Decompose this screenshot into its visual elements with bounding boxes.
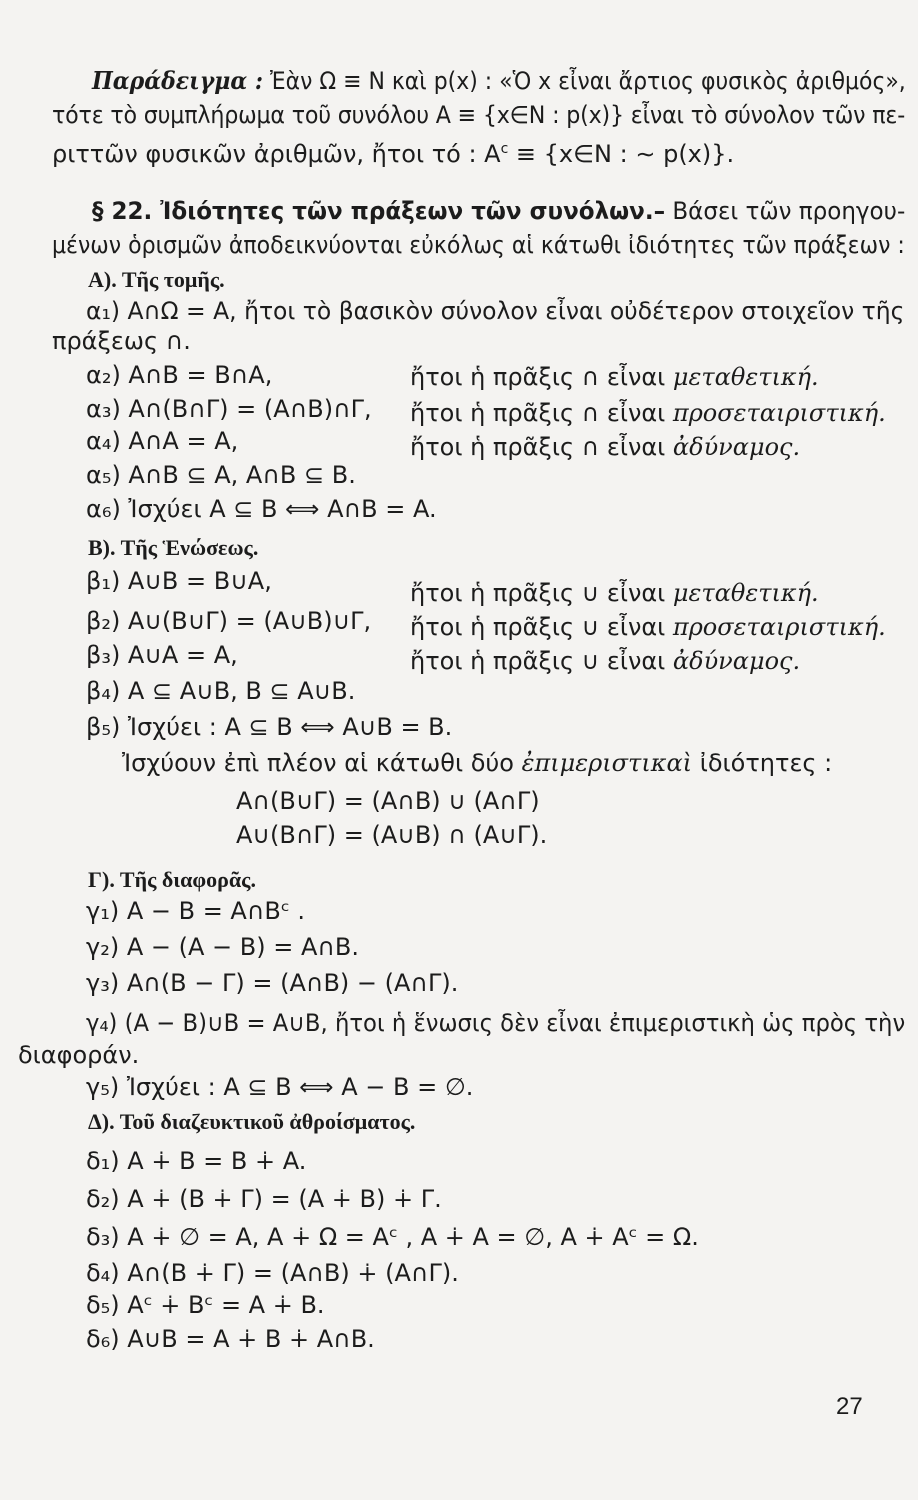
b2-term: προσεταιριστική. [672, 613, 886, 641]
property-b1-note [410, 578, 819, 608]
a2-term: μεταθετική. [672, 363, 819, 391]
distributive-intro-text: Ἰσχύουν ἐπὶ πλέον αἱ κάτωθι δύο [122, 749, 522, 777]
property-c2: γ₂) A − (A − B) = A∩B. [86, 933, 360, 961]
section-number: § 22. [92, 197, 153, 225]
property-b2: β₂) A∪(B∪Γ) = (A∪B)∪Γ, [86, 607, 372, 635]
section-title: Ἰδιότητες τῶν πράξεων τῶν συνόλων.– [152, 197, 666, 225]
property-d2: δ₂) A ∔ (B ∔ Γ) = (A ∔ B) ∔ Γ. [86, 1185, 442, 1213]
property-a2-note [410, 362, 819, 392]
b2-note-text: ἤτοι ἡ πρᾶξις ∪ εἶναι [410, 613, 673, 641]
property-a6: α₆) Ἰσχύει A ⊆ B ⟺ A∩B = A. [86, 495, 437, 523]
b3-term: ἀδύναμος. [672, 647, 801, 675]
example-text: Ἐὰν Ω ≡ N καὶ p(x) : «Ὁ x εἶναι ἄρτιος φυσικὸς ἀριθμός», [263, 67, 906, 95]
distributive-intro-end: ἰδιότητες : [692, 749, 833, 777]
b1-term: μεταθετική. [672, 579, 819, 607]
property-b3-note [410, 646, 800, 676]
heading-intersection: Α). Τῆς τομῆς. [88, 267, 225, 292]
a4-term: ἀδύναμος. [672, 433, 801, 461]
property-d1: δ₁) A ∔ B = B ∔ A. [86, 1147, 307, 1175]
property-b3: β₃) A∪A = A, [86, 641, 238, 669]
property-c1: γ₁) A − B = A∩Bᶜ . [86, 897, 306, 925]
a3-note-text: ἤτοι ἡ πρᾶξις ∩ εἶναι [410, 399, 673, 427]
distributive-intro [122, 748, 832, 778]
property-d3: δ₃) A ∔ ∅ = A, A ∔ Ω = Aᶜ , A ∔ A = ∅, A ∔ Aᶜ = Ω. [86, 1223, 699, 1251]
property-a3-note [410, 398, 886, 428]
example-line-3-text: ριττῶν φυσικῶν ἀριθμῶν, ἤτοι τό : A [52, 140, 501, 168]
heading-difference: Γ). Τῆς διαφορᾶς. [88, 867, 256, 892]
property-a1: α₁) A∩Ω = A, ἤτοι τὸ βασικὸν σύνολον εἶναι οὐδέτερον στοιχεῖον τῆς [86, 297, 905, 325]
property-b2-note [410, 612, 886, 642]
property-d5: δ₅) Aᶜ ∔ Bᶜ = A ∔ B. [86, 1291, 325, 1319]
heading-union: Β). Τῆς Ἑνώσεως. [88, 535, 259, 560]
property-d4: δ₄) A∩(B ∔ Γ) = (A∩B) ∔ (A∩Γ). [86, 1259, 459, 1287]
property-b4: β₄) A ⊆ A∪B, B ⊆ A∪B. [86, 677, 356, 705]
property-d6: δ₆) A∪B = A ∔ B ∔ A∩B. [86, 1325, 375, 1353]
property-c4-cont: διαφοράν. [18, 1041, 140, 1069]
property-a5: α₅) A∩B ⊆ A, A∩B ⊆ B. [86, 461, 356, 489]
property-a2: α₂) A∩B = B∩A, [86, 361, 273, 389]
property-c5: γ₅) Ἰσχύει : A ⊆ B ⟺ A − B = ∅. [86, 1073, 474, 1101]
property-a1-cont: πράξεως ∩. [52, 327, 191, 355]
property-a3: α₃) A∩(B∩Γ) = (A∩B)∩Γ, [86, 395, 372, 423]
distributive-term: ἐπιμεριστικαὶ [521, 749, 693, 777]
section-title-rest: Βάσει τῶν προηγου- [665, 197, 906, 225]
b3-note-text: ἤτοι ἡ πρᾶξις ∪ εἶναι [410, 647, 673, 675]
example-line-3-end: ≡ {x∈N : ∼ p(x)}. [508, 140, 735, 168]
property-b1: β₁) A∪B = B∪A, [86, 567, 272, 595]
heading-symmetric-sum: Δ). Τοῦ διαζευκτικοῦ ἀθροίσματος. [88, 1109, 416, 1134]
example-line-1 [92, 66, 906, 96]
a3-term: προσεταιριστική. [672, 399, 886, 427]
property-c3: γ₃) A∩(B − Γ) = (A∩B) − (A∩Γ). [86, 969, 459, 997]
property-a4: α₄) A∩A = A, [86, 427, 239, 455]
section-intro-line: μένων ὁρισμῶν ἀποδεικνύονται εὐκόλως αἱ κάτωθι ἰδιότητες τῶν πράξεων : [52, 231, 905, 259]
property-c4: γ₄) (A − B)∪B = A∪B, ἤτοι ἡ ἕνωσις δὲν εἶναι ἐπιμεριστικὴ ὡς πρὸς τὴν [86, 1009, 906, 1037]
complement-superscript: c [500, 141, 509, 157]
distributive-law-1: A∩(B∪Γ) = (A∩B) ∪ (A∩Γ) [236, 787, 540, 815]
example-line-2: τότε τὸ συμπλήρωμα τοῦ συνόλου A ≡ {x∈N : p(x)} εἶναι τὸ σύνολον τῶν πε- [52, 101, 906, 129]
distributive-law-2: A∪(B∩Γ) = (A∪B) ∩ (A∪Γ). [236, 821, 548, 849]
example-line-3 [52, 134, 734, 169]
example-label: Παράδειγμα : [92, 66, 264, 95]
property-a4-note [410, 432, 800, 462]
a4-note-text: ἤτοι ἡ πρᾶξις ∩ εἶναι [410, 433, 673, 461]
section-heading [92, 196, 905, 226]
a2-note-text: ἤτοι ἡ πρᾶξις ∩ εἶναι [410, 363, 673, 391]
page-number: 27 [836, 1393, 863, 1420]
property-b5: β₅) Ἰσχύει : A ⊆ B ⟺ A∪B = B. [86, 713, 453, 741]
b1-note-text: ἤτοι ἡ πρᾶξις ∪ εἶναι [410, 579, 673, 607]
